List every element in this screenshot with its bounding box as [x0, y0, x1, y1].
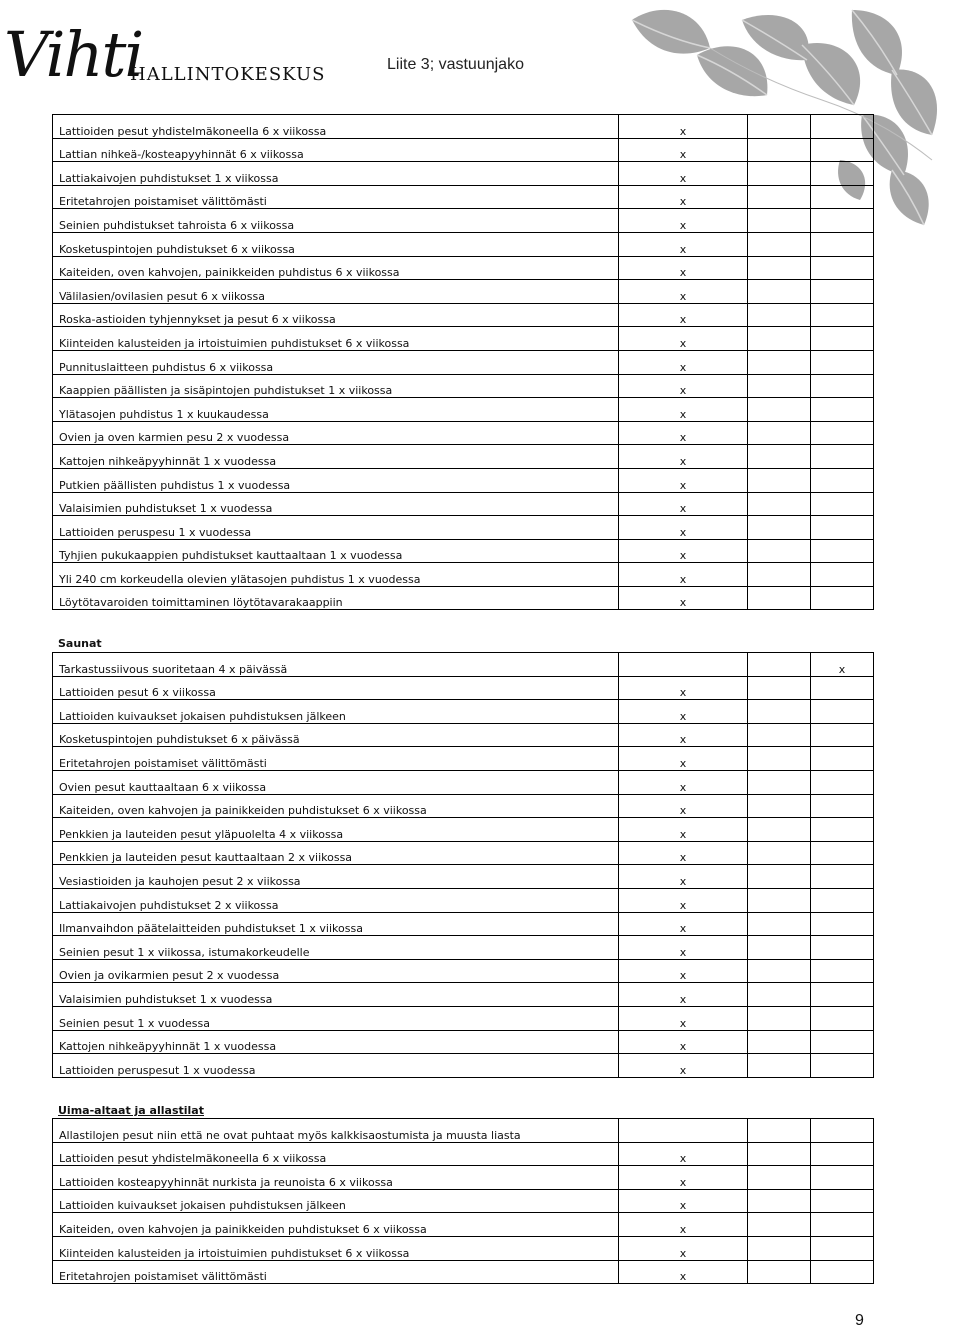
task-cell: Kattojen nihkeäpyyhinnät 1 x vuodessa	[53, 1030, 619, 1054]
responsibility-cell-1: x	[619, 1189, 748, 1213]
task-cell: Lattioiden peruspesu 1 x vuodessa	[53, 516, 619, 540]
responsibility-cell-1: x	[619, 1236, 748, 1260]
responsibility-cell-2	[748, 1166, 811, 1190]
responsibility-cell-1: x	[619, 936, 748, 960]
table-row	[53, 138, 874, 162]
task-cell: Kaappien päällisten ja sisäpintojen puhdistukset 1 x viikossa	[53, 374, 619, 398]
task-cell: Ylätasojen puhdistus 1 x kuukaudessa	[53, 398, 619, 422]
logo-script-text: Vihti	[4, 18, 143, 91]
task-cell: Välilasien/ovilasien pesut 6 x viikossa	[53, 280, 619, 304]
table-row	[53, 1054, 874, 1078]
responsibility-cell-2	[748, 818, 811, 842]
responsibility-cell-1: x	[619, 232, 748, 256]
responsibility-cell-1: x	[619, 841, 748, 865]
table-row	[53, 256, 874, 280]
responsibility-cell-3	[811, 256, 874, 280]
responsibility-cell-2	[748, 747, 811, 771]
responsibility-cell-3	[811, 303, 874, 327]
responsibility-cell-3	[811, 350, 874, 374]
task-cell: Lattioiden pesut yhdistelmäkoneella 6 x viikossa	[53, 1142, 619, 1166]
responsibility-cell-2	[748, 959, 811, 983]
responsibility-cell-3	[811, 912, 874, 936]
table-row	[53, 1260, 874, 1284]
table-row	[53, 794, 874, 818]
responsibility-cell-3	[811, 468, 874, 492]
responsibility-cell-3	[811, 770, 874, 794]
task-cell: Kattojen nihkeäpyyhinnät 1 x vuodessa	[53, 445, 619, 469]
task-cell: Valaisimien puhdistukset 1 x vuodessa	[53, 492, 619, 516]
section-title-uima-altaat: Uima-altaat ja allastilat	[58, 1104, 204, 1117]
responsibility-cell-2	[748, 115, 811, 139]
table-row	[53, 374, 874, 398]
table-row	[53, 1189, 874, 1213]
responsibility-cell-3	[811, 1054, 874, 1078]
responsibility-cell-2	[748, 445, 811, 469]
table-row	[53, 676, 874, 700]
responsibility-cell-3	[811, 138, 874, 162]
table-row	[53, 350, 874, 374]
table-row	[53, 841, 874, 865]
table-row	[53, 327, 874, 351]
responsibility-cell-2	[748, 162, 811, 186]
responsibility-cell-3	[811, 280, 874, 304]
responsibility-cell-1: x	[619, 1142, 748, 1166]
responsibility-cell-2	[748, 303, 811, 327]
task-cell: Tyhjien pukukaappien puhdistukset kauttaaltaan 1 x vuodessa	[53, 539, 619, 563]
responsibility-cell-2	[748, 841, 811, 865]
responsibility-cell-3	[811, 115, 874, 139]
responsibility-cell-3	[811, 445, 874, 469]
task-cell: Eritetahrojen poistamiset välittömästi	[53, 747, 619, 771]
table-row	[53, 723, 874, 747]
responsibility-cell-1: x	[619, 539, 748, 563]
table-row	[53, 1030, 874, 1054]
table-row	[53, 1119, 874, 1143]
responsibility-cell-3	[811, 723, 874, 747]
task-cell: Lattiakaivojen puhdistukset 1 x viikossa	[53, 162, 619, 186]
table-row	[53, 398, 874, 422]
responsibility-cell-2	[748, 1213, 811, 1237]
responsibility-cell-2	[748, 468, 811, 492]
responsibility-cell-1: x	[619, 445, 748, 469]
table-row	[53, 185, 874, 209]
responsibility-cell-1: x	[619, 723, 748, 747]
task-cell: Seinien pesut 1 x viikossa, istumakorkeudelle	[53, 936, 619, 960]
responsibility-cell-1	[619, 653, 748, 677]
task-cell: Roska-astioiden tyhjennykset ja pesut 6 x viikossa	[53, 303, 619, 327]
responsibility-cell-3	[811, 888, 874, 912]
table-row	[53, 492, 874, 516]
table-row	[53, 586, 874, 610]
responsibility-cell-1: x	[619, 327, 748, 351]
task-cell: Kosketuspintojen puhdistukset 6 x päivässä	[53, 723, 619, 747]
responsibility-cell-2	[748, 563, 811, 587]
task-cell: Lattioiden kuivaukset jokaisen puhdistuksen jälkeen	[53, 1189, 619, 1213]
task-cell: Lattioiden kuivaukset jokaisen puhdistuksen jälkeen	[53, 700, 619, 724]
responsibility-cell-1: x	[619, 303, 748, 327]
responsibility-cell-3	[811, 516, 874, 540]
responsibility-cell-3	[811, 563, 874, 587]
responsibility-cell-3	[811, 1236, 874, 1260]
task-cell: Lattioiden pesut yhdistelmäkoneella 6 x viikossa	[53, 115, 619, 139]
task-cell: Ilmanvaihdon päätelaitteiden puhdistukset 1 x viikossa	[53, 912, 619, 936]
task-cell: Lattian nihkeä-/kosteapyyhinnät 6 x viikossa	[53, 138, 619, 162]
task-cell: Kaiteiden, oven kahvojen ja painikkeiden puhdistukset 6 x viikossa	[53, 1213, 619, 1237]
responsibility-cell-2	[748, 350, 811, 374]
responsibility-cell-1: x	[619, 1166, 748, 1190]
task-cell: Eritetahrojen poistamiset välittömästi	[53, 1260, 619, 1284]
table-row	[53, 232, 874, 256]
task-cell: Kaiteiden, oven kahvojen ja painikkeiden puhdistukset 6 x viikossa	[53, 794, 619, 818]
responsibility-cell-1: x	[619, 983, 748, 1007]
responsibility-cell-3: x	[811, 653, 874, 677]
table-row	[53, 303, 874, 327]
task-cell: Kiinteiden kalusteiden ja irtoistuimien puhdistukset 6 x viikossa	[53, 327, 619, 351]
table-row	[53, 539, 874, 563]
responsibility-cell-1: x	[619, 468, 748, 492]
task-cell: Ovien pesut kauttaaltaan 6 x viikossa	[53, 770, 619, 794]
task-cell: Lattioiden pesut 6 x viikossa	[53, 676, 619, 700]
responsibility-cell-3	[811, 374, 874, 398]
responsibility-cell-1: x	[619, 794, 748, 818]
responsibility-cell-3	[811, 162, 874, 186]
responsibility-cell-2	[748, 421, 811, 445]
table-row	[53, 818, 874, 842]
responsibility-cell-1: x	[619, 516, 748, 540]
responsibility-cell-2	[748, 936, 811, 960]
responsibility-cell-2	[748, 256, 811, 280]
responsibility-cell-1: x	[619, 421, 748, 445]
table-row	[53, 1142, 874, 1166]
responsibility-cell-2	[748, 770, 811, 794]
responsibility-cell-1: x	[619, 959, 748, 983]
responsibility-cell-2	[748, 865, 811, 889]
table-row	[53, 115, 874, 139]
responsibility-cell-1: x	[619, 1006, 748, 1030]
responsibility-cell-2	[748, 723, 811, 747]
responsibility-cell-3	[811, 1119, 874, 1143]
responsibility-cell-1: x	[619, 350, 748, 374]
responsibility-cell-3	[811, 1260, 874, 1284]
tasks-table-saunat	[52, 652, 874, 1078]
responsibility-cell-3	[811, 232, 874, 256]
responsibility-cell-3	[811, 747, 874, 771]
document-title: Liite 3; vastuunjako	[387, 56, 524, 73]
responsibility-cell-3	[811, 1166, 874, 1190]
table-row	[53, 563, 874, 587]
responsibility-cell-1: x	[619, 280, 748, 304]
responsibility-cell-2	[748, 232, 811, 256]
task-cell: Ovien ja oven karmien pesu 2 x vuodessa	[53, 421, 619, 445]
responsibility-cell-2	[748, 888, 811, 912]
table-row	[53, 700, 874, 724]
responsibility-cell-3	[811, 983, 874, 1007]
responsibility-cell-2	[748, 1054, 811, 1078]
responsibility-cell-1: x	[619, 115, 748, 139]
task-cell: Valaisimien puhdistukset 1 x vuodessa	[53, 983, 619, 1007]
responsibility-cell-3	[811, 818, 874, 842]
responsibility-cell-3	[811, 1006, 874, 1030]
task-cell: Penkkien ja lauteiden pesut yläpuolelta 4 x viikossa	[53, 818, 619, 842]
responsibility-cell-3	[811, 586, 874, 610]
responsibility-cell-2	[748, 1189, 811, 1213]
task-cell: Tarkastussiivous suoritetaan 4 x päivässä	[53, 653, 619, 677]
responsibility-cell-3	[811, 492, 874, 516]
responsibility-cell-1: x	[619, 912, 748, 936]
responsibility-cell-2	[748, 653, 811, 677]
logo-subtitle: HALLINTOKESKUS	[130, 64, 326, 85]
responsibility-cell-3	[811, 1213, 874, 1237]
responsibility-cell-2	[748, 539, 811, 563]
responsibility-cell-1: x	[619, 374, 748, 398]
responsibility-cell-1: x	[619, 676, 748, 700]
table-row	[53, 983, 874, 1007]
responsibility-cell-3	[811, 1142, 874, 1166]
responsibility-cell-2	[748, 586, 811, 610]
responsibility-cell-2	[748, 327, 811, 351]
table-row	[53, 209, 874, 233]
responsibility-cell-2	[748, 700, 811, 724]
responsibility-cell-2	[748, 492, 811, 516]
responsibility-cell-1: x	[619, 700, 748, 724]
vihti-logo	[0, 18, 326, 100]
responsibility-cell-1: x	[619, 586, 748, 610]
task-cell: Löytötavaroiden toimittaminen löytötavarakaappiin	[53, 586, 619, 610]
tasks-table-general	[52, 114, 874, 610]
responsibility-cell-2	[748, 912, 811, 936]
table-row	[53, 516, 874, 540]
tasks-table-uima-altaat	[52, 1118, 874, 1284]
task-cell: Penkkien ja lauteiden pesut kauttaaltaan 2 x viikossa	[53, 841, 619, 865]
responsibility-cell-3	[811, 865, 874, 889]
responsibility-cell-3	[811, 936, 874, 960]
responsibility-cell-2	[748, 138, 811, 162]
responsibility-cell-3	[811, 700, 874, 724]
task-cell: Punnituslaitteen puhdistus 6 x viikossa	[53, 350, 619, 374]
table-row	[53, 936, 874, 960]
responsibility-cell-3	[811, 1030, 874, 1054]
responsibility-cell-1: x	[619, 209, 748, 233]
table-row	[53, 912, 874, 936]
task-cell: Allastilojen pesut niin että ne ovat puhtaat myös kalkkisaostumista ja muusta liasta	[53, 1119, 619, 1143]
table-row	[53, 1006, 874, 1030]
task-cell: Lattioiden peruspesut 1 x vuodessa	[53, 1054, 619, 1078]
responsibility-cell-1: x	[619, 563, 748, 587]
responsibility-cell-1: x	[619, 1213, 748, 1237]
responsibility-cell-1: x	[619, 492, 748, 516]
table-row	[53, 1236, 874, 1260]
responsibility-cell-3	[811, 327, 874, 351]
responsibility-cell-3	[811, 421, 874, 445]
responsibility-cell-2	[748, 516, 811, 540]
responsibility-cell-2	[748, 398, 811, 422]
responsibility-cell-2	[748, 374, 811, 398]
responsibility-cell-2	[748, 280, 811, 304]
responsibility-cell-3	[811, 398, 874, 422]
responsibility-cell-2	[748, 676, 811, 700]
responsibility-cell-2	[748, 209, 811, 233]
task-cell: Kaiteiden, oven kahvojen, painikkeiden puhdistus 6 x viikossa	[53, 256, 619, 280]
responsibility-cell-1: x	[619, 865, 748, 889]
page-number: 9	[855, 1312, 864, 1329]
task-cell: Lattioiden kosteapyyhinnät nurkista ja reunoista 6 x viikossa	[53, 1166, 619, 1190]
responsibility-cell-1: x	[619, 818, 748, 842]
responsibility-cell-3	[811, 794, 874, 818]
table-row	[53, 445, 874, 469]
responsibility-cell-1: x	[619, 256, 748, 280]
responsibility-cell-3	[811, 841, 874, 865]
table-row	[53, 468, 874, 492]
responsibility-cell-1	[619, 1119, 748, 1143]
task-cell: Putkien päällisten puhdistus 1 x vuodessa	[53, 468, 619, 492]
responsibility-cell-1: x	[619, 1030, 748, 1054]
responsibility-cell-2	[748, 1030, 811, 1054]
responsibility-cell-1: x	[619, 747, 748, 771]
responsibility-cell-2	[748, 185, 811, 209]
responsibility-cell-2	[748, 1236, 811, 1260]
section-title-saunat: Saunat	[58, 637, 102, 650]
responsibility-cell-3	[811, 539, 874, 563]
responsibility-cell-1: x	[619, 138, 748, 162]
task-cell: Seinien puhdistukset tahroista 6 x viikossa	[53, 209, 619, 233]
responsibility-cell-2	[748, 794, 811, 818]
table-row	[53, 959, 874, 983]
responsibility-cell-3	[811, 185, 874, 209]
responsibility-cell-2	[748, 1006, 811, 1030]
responsibility-cell-3	[811, 959, 874, 983]
responsibility-cell-3	[811, 676, 874, 700]
task-cell: Yli 240 cm korkeudella olevien ylätasojen puhdistus 1 x vuodessa	[53, 563, 619, 587]
responsibility-cell-1: x	[619, 398, 748, 422]
table-row	[53, 280, 874, 304]
table-row	[53, 653, 874, 677]
responsibility-cell-1: x	[619, 1054, 748, 1078]
table-row	[53, 888, 874, 912]
task-cell: Ovien ja ovikarmien pesut 2 x vuodessa	[53, 959, 619, 983]
task-cell: Kosketuspintojen puhdistukset 6 x viikossa	[53, 232, 619, 256]
table-row	[53, 1166, 874, 1190]
task-cell: Seinien pesut 1 x vuodessa	[53, 1006, 619, 1030]
table-row	[53, 770, 874, 794]
task-cell: Eritetahrojen poistamiset välittömästi	[53, 185, 619, 209]
responsibility-cell-2	[748, 1260, 811, 1284]
responsibility-cell-3	[811, 209, 874, 233]
table-row	[53, 747, 874, 771]
responsibility-cell-1: x	[619, 888, 748, 912]
responsibility-cell-2	[748, 1119, 811, 1143]
table-row	[53, 162, 874, 186]
responsibility-cell-3	[811, 1189, 874, 1213]
responsibility-cell-1: x	[619, 185, 748, 209]
responsibility-cell-2	[748, 1142, 811, 1166]
task-cell: Kiinteiden kalusteiden ja irtoistuimien puhdistukset 6 x viikossa	[53, 1236, 619, 1260]
responsibility-cell-1: x	[619, 162, 748, 186]
table-row	[53, 1213, 874, 1237]
task-cell: Vesiastioiden ja kauhojen pesut 2 x viikossa	[53, 865, 619, 889]
responsibility-cell-2	[748, 983, 811, 1007]
table-row	[53, 421, 874, 445]
responsibility-cell-1: x	[619, 770, 748, 794]
task-cell: Lattiakaivojen puhdistukset 2 x viikossa	[53, 888, 619, 912]
table-row	[53, 865, 874, 889]
responsibility-cell-1: x	[619, 1260, 748, 1284]
